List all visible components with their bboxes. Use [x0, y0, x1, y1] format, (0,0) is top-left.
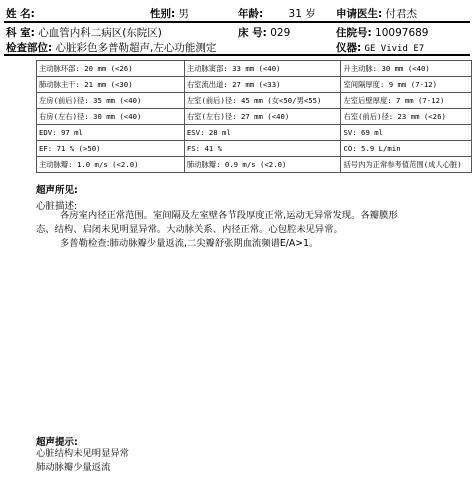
measurement-cell: 肺动脉主干: 21 mm (<30): [37, 77, 185, 93]
measurement-cell: 右室(前后)径: 23 mm (<26): [341, 109, 472, 125]
conclusion-text: [36, 447, 456, 475]
dept-value: 心血管内科二病区(东院区): [38, 27, 162, 39]
measurement-cell: 括号内为正常参考值范围(成人心脏): [341, 157, 472, 173]
measurement-cell: 右室(左右)径: 27 mm (<40): [184, 109, 341, 125]
exam-value: 心脏彩色多普勒超声,左心功能测定: [55, 42, 217, 54]
measurement-cell: EDV: 97 ml: [37, 125, 185, 141]
exam-label: 检查部位:: [6, 42, 53, 54]
measurement-row: [37, 141, 472, 157]
measurement-cell: 右房(左右)径: 30 mm (<40): [37, 109, 185, 125]
bed-number: [238, 25, 290, 40]
measurement-cell: 主动脉瓣: 1.0 m/s (<2.0): [37, 157, 185, 173]
measurement-cell: 左室(前后)径: 45 mm (女<50/男<55): [184, 93, 341, 109]
dept-label: 科 室:: [6, 27, 35, 39]
conclusion-line: 心脏结构未见明显异常: [36, 448, 129, 459]
exam-part: [6, 40, 216, 55]
header-divider-1: [4, 21, 470, 23]
patient-age: [238, 6, 316, 21]
measurement-cell: 左室后壁厚度: 7 mm (7-12): [341, 93, 472, 109]
conclusion-title: 超声提示:: [36, 437, 78, 448]
applicant-doctor: [336, 6, 417, 21]
measurement-cell: 升主动脉: 30 mm (<40): [341, 61, 472, 77]
measurement-table: [36, 60, 472, 173]
findings-text: [36, 209, 456, 251]
device-value: GE Vivid E7: [364, 44, 425, 54]
measurement-cell: CO: 5.9 L/min: [341, 141, 472, 157]
measurement-cell: 主动脉环部: 20 mm (<26): [37, 61, 185, 77]
patient-name: [6, 6, 35, 21]
age-value: 31 岁: [288, 8, 316, 20]
applicant-value: 付君杰: [385, 8, 418, 20]
patient-gender: [150, 6, 189, 21]
measurement-row: [37, 77, 472, 93]
device-label: 仪器:: [336, 42, 362, 54]
admission-value: 10097689: [375, 27, 429, 39]
device: [336, 40, 424, 55]
findings-title: 超声所见:: [36, 185, 78, 196]
bed-label: 床 号:: [238, 27, 267, 39]
bed-value: 029: [270, 27, 291, 39]
applicant-label: 申请医生:: [336, 8, 383, 20]
measurement-cell: 右室流出道: 27 mm (<33): [184, 77, 341, 93]
findings-subtitle: 心脏描述:: [36, 201, 78, 212]
measurement-row: [37, 109, 472, 125]
measurement-cell: SV: 69 ml: [341, 125, 472, 141]
measurement-row: [37, 125, 472, 141]
header-divider-2: [4, 54, 470, 56]
measurement-row: [37, 93, 472, 109]
measurement-cell: ESV: 28 ml: [184, 125, 341, 141]
findings-line: 各房室内径正常范围。室间隔及左室壁各节段厚度正常,运动无异常发现。各瓣膜形: [60, 210, 398, 221]
admission-number: [336, 25, 429, 40]
measurement-cell: 左房(前后)径: 35 mm (<40): [37, 93, 185, 109]
measurement-cell: FS: 41 %: [184, 141, 341, 157]
age-label: 年龄:: [238, 8, 264, 20]
department: [6, 25, 162, 40]
measurement-cell: 室间隔厚度: 9 mm (7-12): [341, 77, 472, 93]
admission-label: 住院号:: [336, 27, 372, 39]
gender-label: 性别:: [150, 8, 176, 20]
measurement-row: [37, 157, 472, 173]
conclusion-line: 肺动脉瓣少量返流: [36, 462, 111, 473]
measurement-cell: 主动脉窦部: 33 mm (<40): [184, 61, 341, 77]
measurement-cell: 肺动脉瓣: 0.9 m/s (<2.0): [184, 157, 341, 173]
name-label: 姓 名:: [6, 8, 35, 20]
measurement-cell: EF: 71 % (>50): [37, 141, 185, 157]
measurement-row: [37, 61, 472, 77]
findings-line: 态、结构、启闭未见明显异常。大动脉关系、内径正常。心包腔未见异常。: [36, 224, 343, 235]
findings-line: 多普勒检查:肺动脉瓣少量返流,二尖瓣舒张期血流频谱E/A>1。: [60, 238, 319, 249]
gender-value: 男: [178, 8, 190, 20]
